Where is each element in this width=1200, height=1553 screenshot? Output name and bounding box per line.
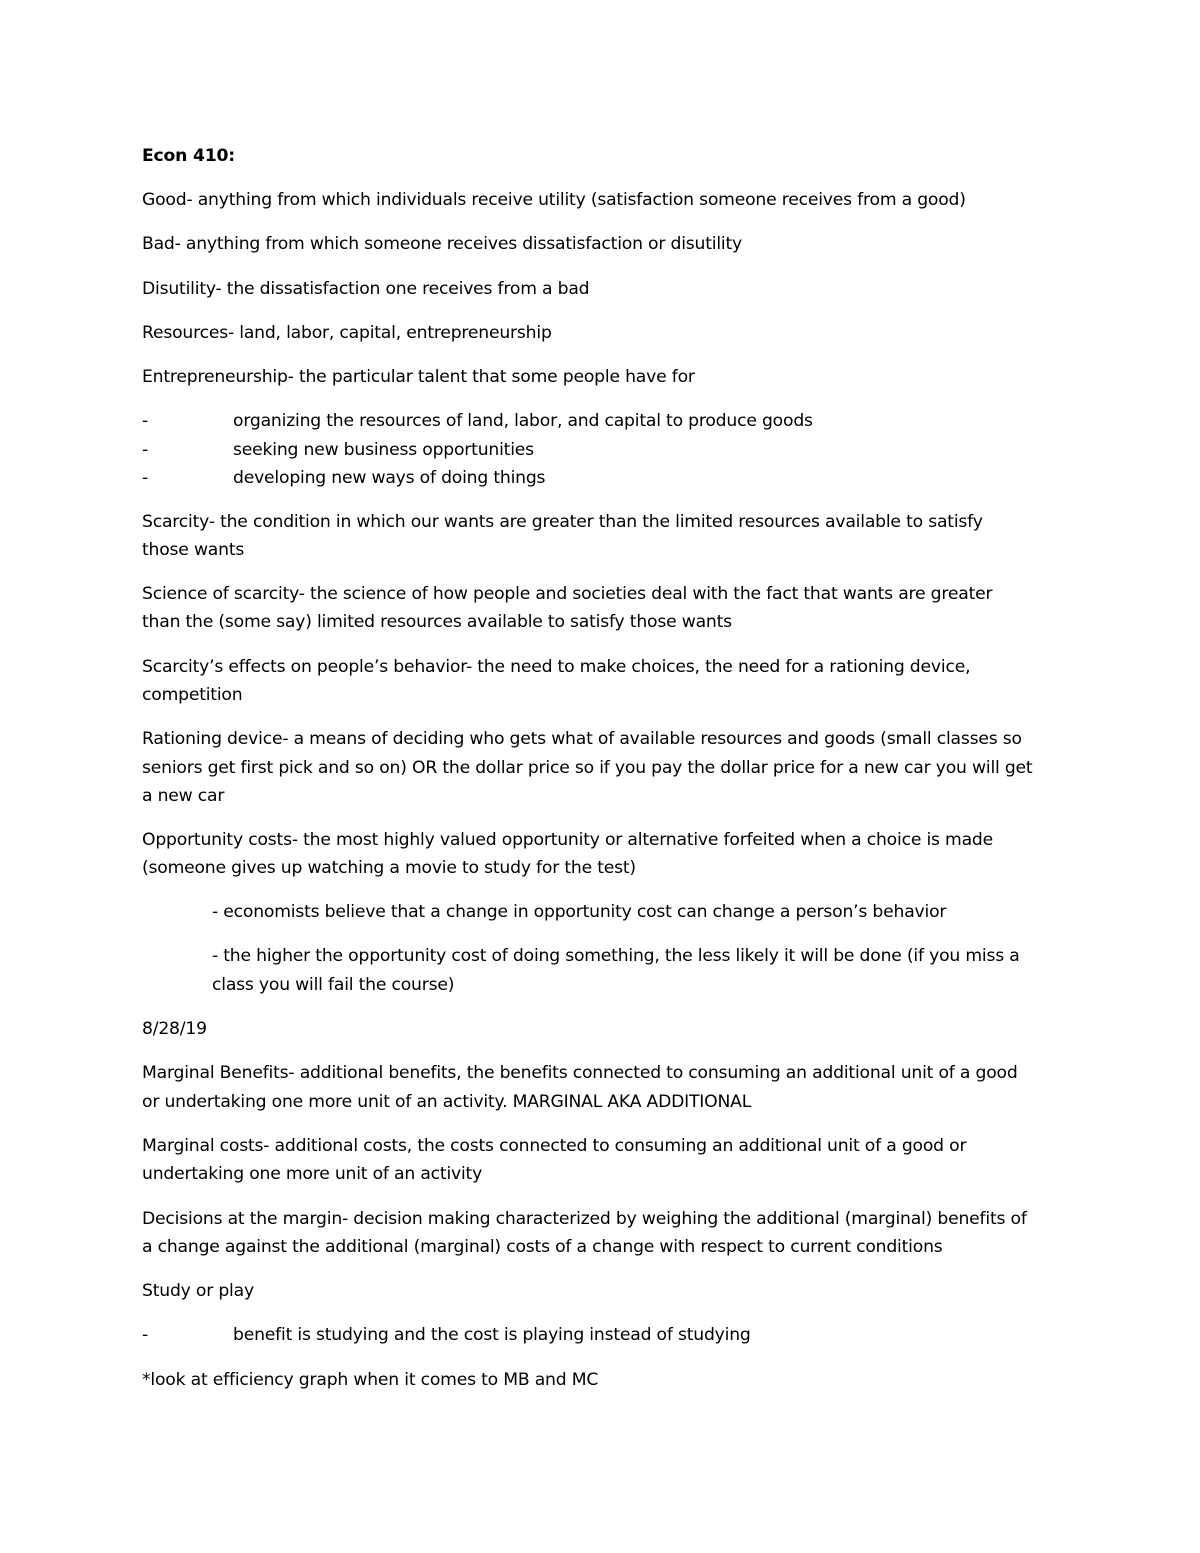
definition-disutility: Disutility- the dissatisfaction one receives from a bad [142,279,590,299]
definition-science-line-1: Science of scarcity- the science of how people and societies deal with the fact that wants are greater [142,584,993,604]
opportunity-note-2-line-1: - the higher the opportunity cost of doing something, the less likely it will be done (if you miss a [212,946,1020,966]
definition-mb-line-2: or undertaking one more unit of an activity. MARGINAL AKA ADDITIONAL [142,1092,752,1112]
bullet-marker: - [142,411,149,431]
definition-opportunity-line-2: (someone gives up watching a movie to study for the test) [142,858,636,878]
definition-rationing-line-3: a new car [142,786,225,806]
list-item: seeking new business opportunities [233,440,534,460]
bullet-marker: - [142,440,149,460]
definition-margin-line-1: Decisions at the margin- decision making characterized by weighing the additional (marginal) benefits of [142,1209,1027,1229]
definition-mc-line-1: Marginal costs- additional costs, the costs connected to consuming an additional unit of a good or [142,1136,967,1156]
definition-good: Good- anything from which individuals receive utility (satisfaction someone receives from a good) [142,190,966,210]
definition-margin-line-2: a change against the additional (marginal) costs of a change with respect to current conditions [142,1237,943,1257]
bullet-marker: - [142,468,149,488]
list-item: developing new ways of doing things [233,468,546,488]
definition-scarcity-line-1: Scarcity- the condition in which our wants are greater than the limited resources available to satisfy [142,512,983,532]
opportunity-note-1: - economists believe that a change in opportunity cost can change a person’s behavior [212,902,947,922]
list-item: benefit is studying and the cost is playing instead of studying [233,1325,751,1345]
list-item: organizing the resources of land, labor, and capital to produce goods [233,411,813,431]
definition-rationing-line-2: seniors get first pick and so on) OR the dollar price so if you pay the dollar price for a new car you will get [142,758,1033,778]
section-date: 8/28/19 [142,1019,207,1039]
definition-science-line-2: than the (some say) limited resources available to satisfy those wants [142,612,732,632]
definition-scarcity-line-2: those wants [142,540,245,560]
definition-mc-line-2: undertaking one more unit of an activity [142,1164,483,1184]
efficiency-note: *look at efficiency graph when it comes to MB and MC [142,1370,599,1390]
definition-bad: Bad- anything from which someone receives dissatisfaction or disutility [142,234,742,254]
opportunity-note-2-line-2: class you will fail the course) [212,975,455,995]
definition-resources: Resources- land, labor, capital, entrepreneurship [142,323,552,343]
definition-effects-line-1: Scarcity’s effects on people’s behavior- the need to make choices, the need for a rationing device, [142,657,971,677]
definition-opportunity-line-1: Opportunity costs- the most highly valued opportunity or alternative forfeited when a choice is made [142,830,994,850]
document-title: Econ 410: [142,146,235,166]
definition-rationing-line-1: Rationing device- a means of deciding who gets what of available resources and goods (small classes so [142,729,1022,749]
bullet-marker: - [142,1325,149,1345]
definition-mb-line-1: Marginal Benefits- additional benefits, the benefits connected to consuming an additional unit of a good [142,1063,1018,1083]
study-or-play: Study or play [142,1281,254,1301]
definition-entrepreneurship: Entrepreneurship- the particular talent that some people have for [142,367,695,387]
definition-effects-line-2: competition [142,685,243,705]
